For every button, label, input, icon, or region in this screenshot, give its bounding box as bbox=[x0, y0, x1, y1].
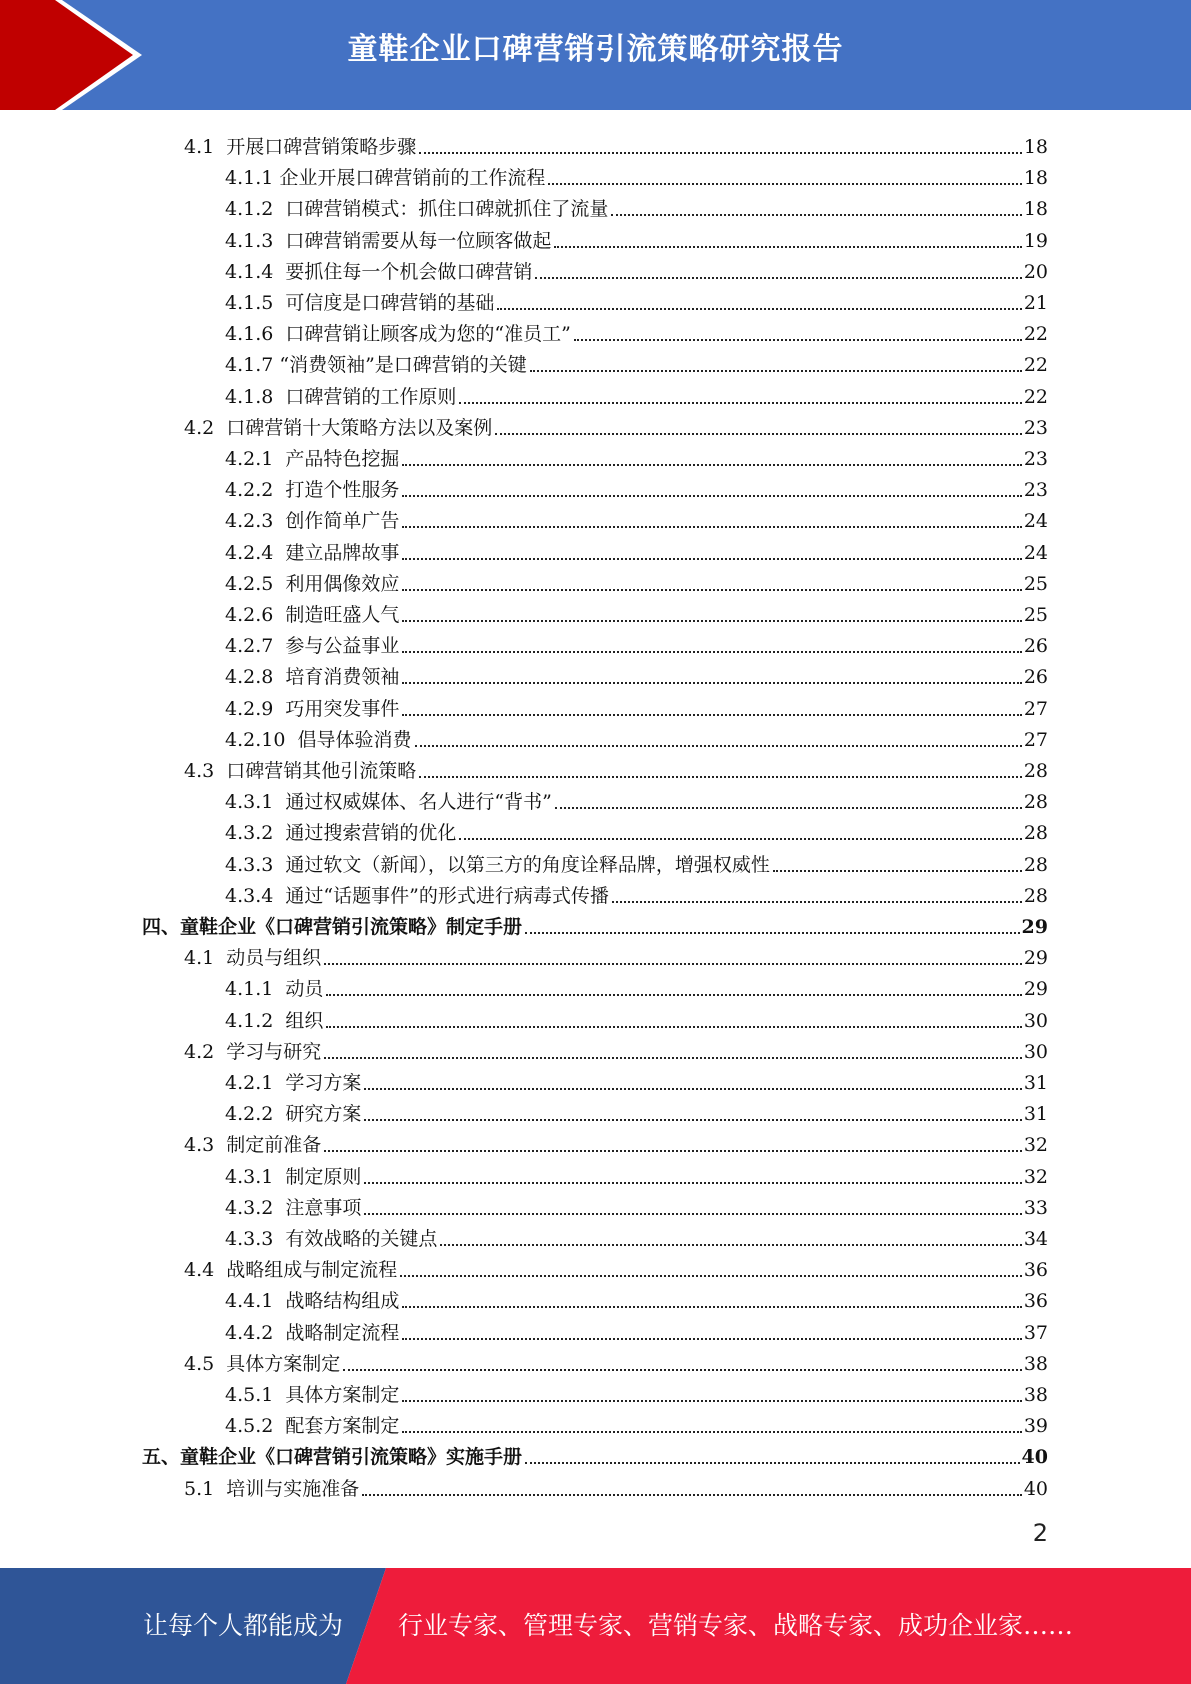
toc-entry-label: 4.2.10 倡导体验消费 bbox=[225, 729, 412, 751]
toc-dot-leader bbox=[612, 900, 1022, 903]
toc-dot-leader bbox=[459, 837, 1021, 840]
toc-subsection-entry[interactable] bbox=[225, 284, 1048, 315]
toc-section-entry[interactable] bbox=[184, 1345, 1048, 1376]
toc-entry-page: 36 bbox=[1023, 1290, 1048, 1312]
toc-subsection-entry[interactable] bbox=[225, 970, 1048, 1001]
toc-subsection-entry[interactable] bbox=[225, 814, 1048, 845]
toc-section-entry[interactable] bbox=[184, 1126, 1048, 1157]
toc-entry-label: 4.5 具体方案制定 bbox=[184, 1353, 341, 1375]
toc-dot-leader bbox=[554, 245, 1021, 248]
toc-subsection-entry[interactable] bbox=[225, 253, 1048, 284]
toc-entry-label: 4.1 动员与组织 bbox=[184, 947, 322, 969]
toc-dot-leader bbox=[402, 557, 1021, 560]
toc-chapter-entry[interactable] bbox=[142, 908, 1048, 939]
toc-subsection-entry[interactable] bbox=[225, 1407, 1048, 1438]
toc-entry-page: 24 bbox=[1023, 542, 1048, 564]
toc-dot-leader bbox=[535, 276, 1021, 279]
toc-entry-label: 4.2.1 产品特色挖掘 bbox=[225, 448, 400, 470]
toc-entry-page: 36 bbox=[1023, 1259, 1048, 1281]
page-number: 2 bbox=[1032, 1519, 1048, 1547]
toc-entry-page: 18 bbox=[1023, 198, 1048, 220]
toc-section-entry[interactable] bbox=[184, 939, 1048, 970]
toc-section-entry[interactable] bbox=[184, 752, 1048, 783]
toc-entry-label: 4.3.4 通过“话题事件”的形式进行病毒式传播 bbox=[225, 885, 609, 907]
toc-dot-leader bbox=[495, 432, 1022, 435]
toc-dot-leader bbox=[402, 650, 1021, 653]
toc-entry-page: 25 bbox=[1023, 573, 1048, 595]
toc-dot-leader bbox=[402, 1399, 1021, 1402]
toc-entry-label: 4.3.3 有效战略的关键点 bbox=[225, 1228, 438, 1250]
toc-dot-leader bbox=[525, 931, 1020, 934]
toc-entry-page: 18 bbox=[1023, 136, 1048, 158]
toc-entry-label: 4.2.2 打造个性服务 bbox=[225, 479, 400, 501]
toc-dot-leader bbox=[419, 151, 1022, 154]
toc-subsection-entry[interactable] bbox=[225, 502, 1048, 533]
toc-entry-page: 28 bbox=[1023, 822, 1048, 844]
toc-subsection-entry[interactable] bbox=[225, 877, 1048, 908]
toc-subsection-entry[interactable] bbox=[225, 222, 1048, 253]
toc-entry-label: 4.1.3 口碑营销需要从每一位顾客做起 bbox=[225, 230, 552, 252]
toc-dot-leader bbox=[555, 806, 1022, 809]
toc-entry-page: 34 bbox=[1023, 1228, 1048, 1250]
toc-section-entry[interactable] bbox=[184, 1033, 1048, 1064]
toc-subsection-entry[interactable] bbox=[225, 783, 1048, 814]
toc-entry-page: 37 bbox=[1023, 1322, 1048, 1344]
toc-entry-label: 4.1.7 “消费领袖”是口碑营销的关键 bbox=[225, 354, 527, 376]
toc-entry-label: 4.4 战略组成与制定流程 bbox=[184, 1259, 398, 1281]
toc-entry-label: 四、童鞋企业《口碑营销引流策略》制定手册 bbox=[142, 916, 523, 938]
toc-entry-page: 38 bbox=[1023, 1353, 1048, 1375]
toc-dot-leader bbox=[415, 744, 1022, 747]
toc-dot-leader bbox=[343, 1368, 1022, 1371]
toc-dot-leader bbox=[402, 494, 1021, 497]
toc-entry-page: 31 bbox=[1023, 1072, 1048, 1094]
toc-subsection-entry[interactable] bbox=[225, 1314, 1048, 1345]
toc-entry-page: 27 bbox=[1023, 698, 1048, 720]
toc-entry-label: 4.4.2 战略制定流程 bbox=[225, 1322, 400, 1344]
toc-dot-leader bbox=[402, 713, 1021, 716]
toc-entry-page: 23 bbox=[1023, 417, 1048, 439]
toc-subsection-entry[interactable] bbox=[225, 721, 1048, 752]
toc-entry-page: 23 bbox=[1023, 479, 1048, 501]
toc-dot-leader bbox=[402, 1337, 1021, 1340]
toc-entry-page: 22 bbox=[1023, 354, 1048, 376]
toc-entry-label: 4.1.2 组织 bbox=[225, 1010, 324, 1032]
toc-dot-leader bbox=[326, 1025, 1021, 1028]
toc-subsection-entry[interactable] bbox=[225, 596, 1048, 627]
toc-entry-label: 4.2.8 培育消费领袖 bbox=[225, 666, 400, 688]
toc-entry-label: 4.2.1 学习方案 bbox=[225, 1072, 362, 1094]
toc-dot-leader bbox=[364, 1118, 1021, 1121]
toc-dot-leader bbox=[364, 1181, 1021, 1184]
toc-entry-label: 4.1.8 口碑营销的工作原则 bbox=[225, 386, 457, 408]
toc-entry-page: 19 bbox=[1023, 230, 1048, 252]
toc-entry-label: 4.1.1 动员 bbox=[225, 978, 324, 1000]
toc-subsection-entry[interactable] bbox=[225, 1064, 1048, 1095]
toc-dot-leader bbox=[400, 1274, 1022, 1277]
toc-entry-label: 4.2.7 参与公益事业 bbox=[225, 635, 400, 657]
toc-entry-label: 4.1 开展口碑营销策略步骤 bbox=[184, 136, 417, 158]
toc-chapter-entry[interactable] bbox=[142, 1438, 1048, 1469]
toc-entry-label: 4.2.9 巧用突发事件 bbox=[225, 698, 400, 720]
toc-dot-leader bbox=[364, 1212, 1021, 1215]
toc-entry-page: 28 bbox=[1023, 885, 1048, 907]
toc-dot-leader bbox=[402, 1430, 1021, 1433]
toc-subsection-entry[interactable] bbox=[225, 346, 1048, 377]
toc-dot-leader bbox=[402, 463, 1021, 466]
toc-entry-label: 4.2.6 制造旺盛人气 bbox=[225, 604, 400, 626]
toc-subsection-entry[interactable] bbox=[225, 471, 1048, 502]
toc-entry-label: 4.1.6 口碑营销让顾客成为您的“准员工” bbox=[225, 323, 571, 345]
toc-entry-page: 40 bbox=[1021, 1446, 1048, 1468]
toc-dot-leader bbox=[574, 338, 1022, 341]
toc-entry-page: 22 bbox=[1023, 386, 1048, 408]
toc-entry-page: 29 bbox=[1023, 947, 1048, 969]
toc-section-entry[interactable] bbox=[184, 409, 1048, 440]
toc-dot-leader bbox=[364, 1087, 1021, 1090]
toc-entry-label: 5.1 培训与实施准备 bbox=[184, 1478, 360, 1500]
toc-entry-label: 4.1.4 要抓住每一个机会做口碑营销 bbox=[225, 261, 533, 283]
toc-subsection-entry[interactable] bbox=[225, 565, 1048, 596]
toc-entry-page: 26 bbox=[1023, 666, 1048, 688]
toc-entry-label: 4.3 口碑营销其他引流策略 bbox=[184, 760, 417, 782]
toc-entry-page: 30 bbox=[1023, 1010, 1048, 1032]
toc-dot-leader bbox=[402, 588, 1021, 591]
toc-entry-page: 18 bbox=[1023, 167, 1048, 189]
toc-entry-label: 4.3 制定前准备 bbox=[184, 1134, 322, 1156]
toc-subsection-entry[interactable] bbox=[225, 846, 1048, 877]
toc-subsection-entry[interactable] bbox=[225, 627, 1048, 658]
toc-subsection-entry[interactable] bbox=[225, 1220, 1048, 1251]
toc-entry-page: 21 bbox=[1023, 292, 1048, 314]
toc-dot-leader bbox=[497, 307, 1021, 310]
toc-entry-label: 4.2.2 研究方案 bbox=[225, 1103, 362, 1125]
toc-entry-page: 32 bbox=[1023, 1166, 1048, 1188]
toc-entry-label: 4.5.1 具体方案制定 bbox=[225, 1384, 400, 1406]
toc-dot-leader bbox=[402, 619, 1021, 622]
toc-subsection-entry[interactable] bbox=[225, 159, 1048, 190]
toc-entry-page: 26 bbox=[1023, 635, 1048, 657]
toc-entry-label: 4.2.5 利用偶像效应 bbox=[225, 573, 400, 595]
toc-dot-leader bbox=[324, 1056, 1022, 1059]
toc-entry-page: 24 bbox=[1023, 510, 1048, 532]
toc-entry-label: 4.3.1 制定原则 bbox=[225, 1166, 362, 1188]
toc-subsection-entry[interactable] bbox=[225, 440, 1048, 471]
toc-entry-label: 4.3.3 通过软文（新闻），以第三方的角度诠释品牌，增强权威性 bbox=[225, 854, 770, 876]
toc-dot-leader bbox=[402, 681, 1021, 684]
toc-entry-label: 4.2 口碑营销十大策略方法以及案例 bbox=[184, 417, 493, 439]
toc-entry-page: 20 bbox=[1023, 261, 1048, 283]
toc-entry-page: 30 bbox=[1023, 1041, 1048, 1063]
toc-dot-leader bbox=[324, 962, 1022, 965]
toc-subsection-entry[interactable] bbox=[225, 1282, 1048, 1313]
toc-entry-page: 33 bbox=[1023, 1197, 1048, 1219]
toc-entry-label: 4.1.2 口碑营销模式：抓住口碑就抓住了流量 bbox=[225, 198, 609, 220]
toc-subsection-entry[interactable] bbox=[225, 1189, 1048, 1220]
toc-entry-page: 32 bbox=[1023, 1134, 1048, 1156]
toc-entry-label: 4.2.4 建立品牌故事 bbox=[225, 542, 400, 564]
toc-entry-label: 五、童鞋企业《口碑营销引流策略》实施手册 bbox=[142, 1446, 523, 1468]
toc-subsection-entry[interactable] bbox=[225, 1002, 1048, 1033]
toc-dot-leader bbox=[459, 401, 1021, 404]
toc-subsection-entry[interactable] bbox=[225, 378, 1048, 409]
toc-entry-page: 25 bbox=[1023, 604, 1048, 626]
toc-subsection-entry[interactable] bbox=[225, 534, 1048, 565]
toc-entry-page: 31 bbox=[1023, 1103, 1048, 1125]
toc-subsection-entry[interactable] bbox=[225, 690, 1048, 721]
toc-dot-leader bbox=[419, 775, 1022, 778]
toc-dot-leader bbox=[402, 525, 1021, 528]
toc-dot-leader bbox=[548, 182, 1021, 185]
toc-entry-page: 40 bbox=[1023, 1478, 1048, 1500]
toc-subsection-entry[interactable] bbox=[225, 1376, 1048, 1407]
toc-dot-leader bbox=[525, 1461, 1020, 1464]
toc-entry-page: 28 bbox=[1023, 760, 1048, 782]
toc-subsection-entry[interactable] bbox=[225, 190, 1048, 221]
toc-entry-label: 4.3.2 注意事项 bbox=[225, 1197, 362, 1219]
toc-entry-page: 28 bbox=[1023, 854, 1048, 876]
toc-entry-label: 4.3.1 通过权威媒体、名人进行“背书” bbox=[225, 791, 552, 813]
toc-subsection-entry[interactable] bbox=[225, 658, 1048, 689]
toc-entry-page: 29 bbox=[1023, 978, 1048, 1000]
toc-entry-page: 27 bbox=[1023, 729, 1048, 751]
toc-entry-page: 39 bbox=[1023, 1415, 1048, 1437]
page-footer bbox=[0, 1568, 1191, 1684]
toc-section-entry[interactable] bbox=[184, 128, 1048, 159]
toc-entry-page: 28 bbox=[1023, 791, 1048, 813]
toc-subsection-entry[interactable] bbox=[225, 315, 1048, 346]
toc-entry-page: 38 bbox=[1023, 1384, 1048, 1406]
toc-entry-label: 4.3.2 通过搜索营销的优化 bbox=[225, 822, 457, 844]
toc-dot-leader bbox=[362, 1493, 1022, 1496]
toc-entry-label: 4.2 学习与研究 bbox=[184, 1041, 322, 1063]
toc-entry-page: 22 bbox=[1023, 323, 1048, 345]
page-header bbox=[0, 0, 1191, 110]
footer-slogan-left: 让每个人都能成为 bbox=[143, 1611, 344, 1640]
toc-entry-label: 4.5.2 配套方案制定 bbox=[225, 1415, 400, 1437]
toc-entry-page: 23 bbox=[1023, 448, 1048, 470]
toc-section-entry[interactable] bbox=[184, 1470, 1048, 1501]
toc-section-entry[interactable] bbox=[184, 1251, 1048, 1282]
toc-dot-leader bbox=[402, 1305, 1021, 1308]
toc-dot-leader bbox=[773, 869, 1022, 872]
toc-subsection-entry[interactable] bbox=[225, 1095, 1048, 1126]
toc-dot-leader bbox=[326, 993, 1021, 996]
toc-entry-label: 4.1.1 企业开展口碑营销前的工作流程 bbox=[225, 167, 546, 189]
document-title: 童鞋企业口碑营销引流策略研究报告 bbox=[347, 32, 844, 67]
toc-entry-label: 4.2.3 创作简单广告 bbox=[225, 510, 400, 532]
toc-dot-leader bbox=[440, 1243, 1021, 1246]
toc-entry-label: 4.1.5 可信度是口碑营销的基础 bbox=[225, 292, 495, 314]
toc-dot-leader bbox=[324, 1149, 1022, 1152]
toc-dot-leader bbox=[530, 369, 1022, 372]
toc-dot-leader bbox=[611, 213, 1021, 216]
footer-slogan-right: 行业专家、管理专家、营销专家、战略专家、成功企业家…… bbox=[398, 1611, 1074, 1640]
toc-entry-page: 29 bbox=[1021, 916, 1048, 938]
toc-subsection-entry[interactable] bbox=[225, 1158, 1048, 1189]
toc-entry-label: 4.4.1 战略结构组成 bbox=[225, 1290, 400, 1312]
